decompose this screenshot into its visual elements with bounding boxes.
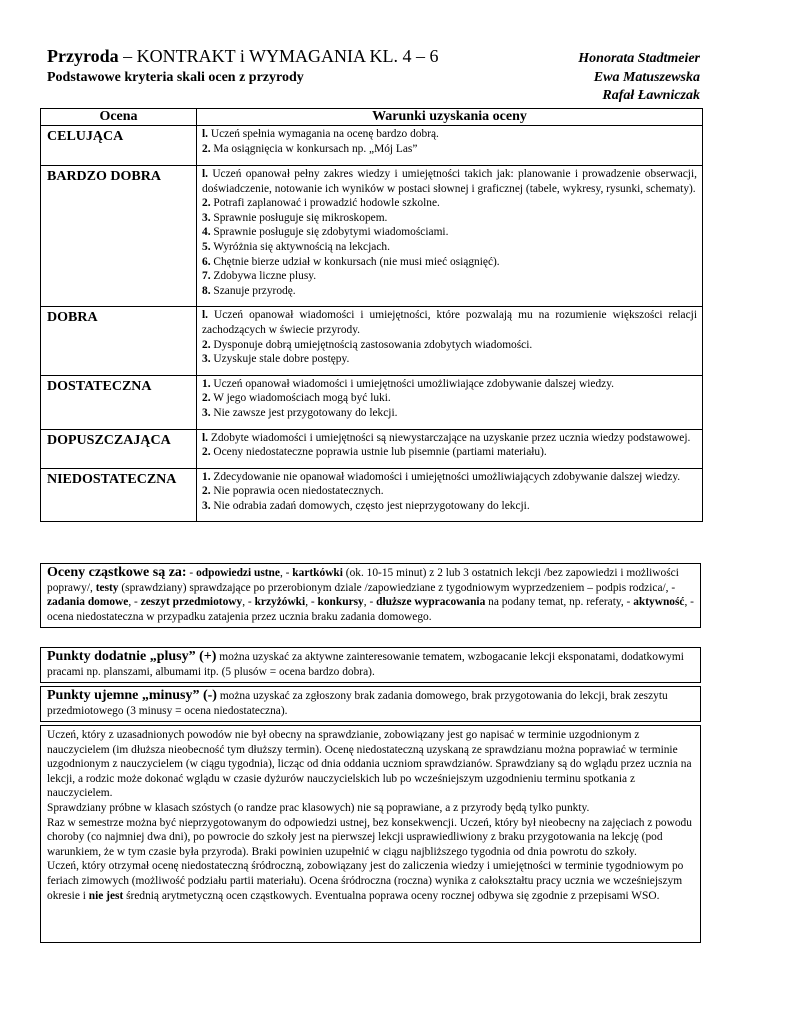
author-1: Honorata Stadtmeier (578, 51, 700, 66)
condition-item: 2. Potrafi zaplanować i prowadzić hodowle szkolne. (202, 197, 440, 210)
minus-points-section (40, 686, 701, 722)
plus-points-text: można uzyskać za aktywne zainteresowanie tematem, wzbogacanie lekcji eksponatami, dodatkowymi pracami np. planszami, albumami itp. (5 plusów = ocena bardzo dobra). (47, 651, 684, 678)
column-header-grade: Ocena (41, 109, 197, 126)
rules-paragraph-4: Uczeń, który otrzymał ocenę niedostateczną śródroczną, zobowiązany jest do zaliczenia wiedzy i umiejętności w terminie tygodniowym po feriach zimowych (możliwość podziału partii materiału). Ocena śródroczna (roczna) wynika z całokształtu pracy ucznia we wcześniejszym okresie i nie jest średnią arytmetyczną ocen cząstkowych. Eventualna poprawa oceny rocznej odbywa się zgodnie z przepisami WSO. (47, 860, 684, 902)
condition-item: 4. Sprawnie posługuje się zdobytymi wiadomościami. (202, 226, 449, 239)
table-row (41, 375, 703, 429)
condition-item: l. Zdobyte wiadomości i umiejętności są niewystarczające na uzyskanie przez ucznia wiedzy podstawowej. (202, 431, 691, 444)
condition-item: 8. Szanuje przyrodę. (202, 284, 296, 297)
partial-grades-text: - odpowiedzi ustne, - kartkówki (ok. 10-15 minut) z 2 lub 3 ostatnich lekcji /bez zapowiedzi i możliwości poprawy/, testy (sprawdziany) sprawdzające po przerobionym dziale /zapowiedziane z tygodniowym wyprzedzeniem – podpis rodzica/, - zadania domowe, - zeszyt przedmiotowy, - krzyżówki, - konkursy, - dłuższe wypracowania na podany temat, np. referaty, - aktywność, - ocena niedostateczna w przypadku zatajenia przez ucznia braku zadania domowego. (47, 567, 694, 623)
table-row (41, 126, 703, 166)
author-3: Rafał Ławniczak (602, 88, 700, 103)
condition-item: l. Uczeń opanował wiadomości i umiejętności, które pozwalają mu na rozumienie większości relacji zachodzących w świecie przyrody. (202, 309, 697, 336)
grade-name: DOPUSZCZAJĄCA (41, 429, 197, 468)
document-header (47, 46, 700, 106)
condition-item: 2. Nie poprawia ocen niedostatecznych. (202, 485, 384, 498)
table-row (41, 468, 703, 522)
table-row (41, 429, 703, 468)
condition-item: 6. Chętnie bierze udział w konkursach (nie musi mieć osiągnięć). (202, 255, 500, 268)
grade-name: BARDZO DOBRA (41, 166, 197, 307)
minus-points-text: można uzyskać za zgłoszony brak zadania domowego, brak przygotowania do lekcji, brak zeszytu przedmiotowego (3 minusy = ocena niedostateczna). (47, 690, 668, 717)
rules-paragraph-1: Uczeń, który z uzasadnionych powodów nie był obecny na sprawdzianie, zobowiązany jest go napisać w terminie uzgodnionym z nauczycielem (im dłuższa nieobecność tym dłuższy termin). Ocenę niedostateczną uzyskaną ze sprawdzianu można poprawiać w terminie uzgodnionym z nauczycielem (w ciągu tygodnia), licząc od dnia oddania uczniom sprawdzianów. Sprawdziany są do wglądu przez ucznia na lekcji, a rodzic może dokonać wglądu w czasie dyżurów nauczycielskich lub po wcześniejszym uzgodnieniu terminu spotkania z nauczycielem. (47, 729, 692, 800)
condition-item: 7. Zdobywa liczne plusy. (202, 270, 317, 283)
rules-section (40, 725, 701, 943)
rules-paragraph-3: Raz w semestrze można być nieprzygotowanym do odpowiedzi ustnej, bez konsekwencji. Uczeń, który był nieobecny na zajęciach z powodu choroby (co najmniej dwa dni), po powrocie do szkoły jest na pierwszej lekcji usprawiedliwiony z braku przygotowania na lekcję (pod warunkiem, że w tym czasie była przyroda). Braki powinien uzupełnić w ciągu najbliższego tygodnia od dnia powrotu do szkoły. (47, 816, 692, 858)
condition-item: 3. Sprawnie posługuje się mikroskopem. (202, 211, 388, 224)
plus-points-section (40, 647, 701, 683)
grade-name: NIEDOSTATECZNA (41, 468, 197, 522)
grade-conditions (197, 126, 703, 166)
condition-item: 2. Ma osiągnięcia w konkursach np. „Mój Las” (202, 142, 418, 155)
condition-item: l. Uczeń spełnia wymagania na ocenę bardzo dobrą. (202, 128, 439, 140)
grade-conditions (197, 468, 703, 522)
condition-item: 3. Nie zawsze jest przygotowany do lekcji. (202, 406, 398, 419)
grade-name: CELUJĄCA (41, 126, 197, 166)
condition-item: 2. W jego wiadomościach mogą być luki. (202, 392, 391, 405)
table-row (41, 166, 703, 307)
partial-grades-section (40, 563, 701, 628)
condition-item: 3. Uzyskuje stale dobre postępy. (202, 353, 350, 366)
rules-paragraph-2: Sprawdziany próbne w klasach szóstych (o randze prac klasowych) nie są poprawiane, a z przyrody będą tylko punkty. (47, 801, 590, 814)
partial-grades-heading: Oceny cząstkowe są za: (47, 565, 187, 580)
grade-conditions (197, 166, 703, 307)
grade-conditions (197, 429, 703, 468)
plus-points-heading: Punkty dodatnie „plusy” (+) (47, 649, 217, 664)
author-2: Ewa Matuszewska (593, 70, 700, 85)
condition-item: 1. Uczeń opanował wiadomości i umiejętności umożliwiające zdobywanie dalszej wiedzy. (202, 377, 615, 390)
table-row (41, 307, 703, 375)
document-title: Przyroda – KONTRAKT i WYMAGANIA KL. 4 – 6 (47, 46, 439, 66)
condition-item: 2. Oceny niedostateczne poprawia ustnie lub pisemnie (partiami materiału). (202, 446, 547, 459)
grade-name: DOSTATECZNA (41, 375, 197, 429)
condition-item: 1. Zdecydowanie nie opanował wiadomości i umiejętności umożliwiających zdobywanie dalszej wiedzy. (202, 470, 681, 483)
grade-conditions (197, 375, 703, 429)
table-header-row (41, 109, 703, 126)
grade-conditions (197, 307, 703, 375)
column-header-conditions: Warunki uzyskania oceny (197, 109, 703, 126)
condition-item: 3. Nie odrabia zadań domowych, często jest nieprzygotowany do lekcji. (202, 499, 530, 512)
grade-name: DOBRA (41, 307, 197, 375)
minus-points-heading: Punkty ujemne „minusy” (-) (47, 688, 217, 703)
condition-item: l. Uczeń opanował pełny zakres wiedzy i umiejętności takich jak: planowanie i prowadzenie obserwacji, doświadczenie, notowanie ich wyników w postaci słownej i graficznej (tabele, wykresy, rysunki, schematy). (202, 168, 697, 195)
condition-item: 2. Dysponuje dobrą umiejętnością zastosowania zdobytych wiadomości. (202, 338, 533, 351)
document-subtitle: Podstawowe kryteria skali ocen z przyrody (47, 70, 304, 85)
condition-item: 5. Wyróżnia się aktywnością na lekcjach. (202, 240, 390, 253)
grade-criteria-table (40, 108, 703, 522)
